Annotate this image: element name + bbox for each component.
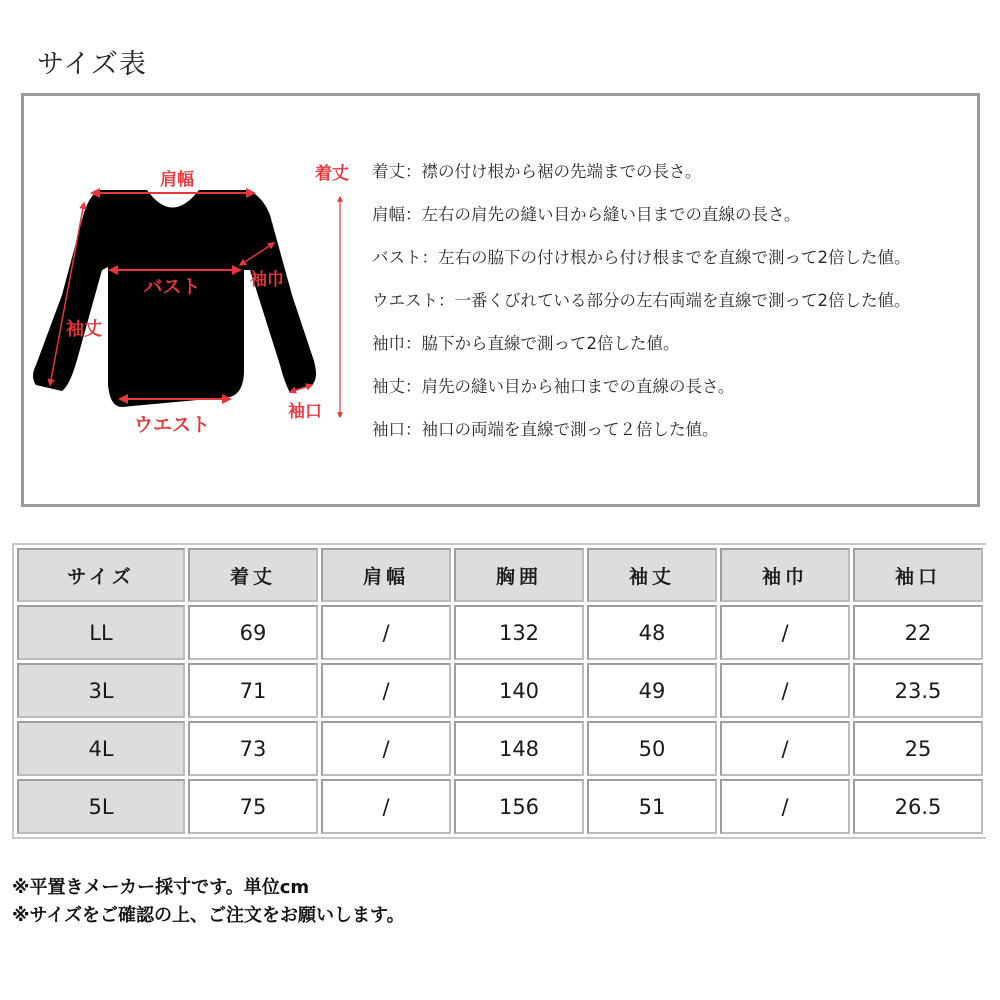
size-cell: 3L: [17, 663, 185, 718]
table-cell: 22: [853, 605, 983, 660]
table-cell: 25: [853, 721, 983, 776]
desc-cuff: 袖口：袖口の両端を直線で測って２倍した値。: [372, 420, 719, 439]
table-cell: 132: [454, 605, 584, 660]
table-cell: 73: [188, 721, 318, 776]
garment-diagram: [22, 145, 362, 445]
desc-bust: バスト：左右の脇下の付け根から付け根までを直線で測って2倍した値。: [372, 248, 911, 267]
table-cell: /: [720, 663, 850, 718]
table-cell: /: [720, 779, 850, 834]
size-cell: 4L: [17, 721, 185, 776]
size-table: [12, 543, 986, 839]
size-cell: LL: [17, 605, 185, 660]
label-sleeve-width: 袖巾: [250, 270, 284, 290]
table-cell: 156: [454, 779, 584, 834]
table-cell: 49: [587, 663, 717, 718]
label-sleeve-length: 袖丈: [66, 319, 102, 340]
table-cell: 148: [454, 721, 584, 776]
table-cell: 50: [587, 721, 717, 776]
table-row: [17, 663, 983, 718]
label-shoulder: 肩幅: [160, 170, 194, 190]
size-cell: 5L: [17, 779, 185, 834]
header-size: サイズ: [17, 548, 185, 602]
table-cell: /: [720, 605, 850, 660]
table-cell: /: [720, 721, 850, 776]
header-sleeve-width: 袖巾: [720, 548, 850, 602]
table-cell: 48: [587, 605, 717, 660]
header-chest: 胸囲: [454, 548, 584, 602]
table-cell: 23.5: [853, 663, 983, 718]
label-length: 着丈: [315, 164, 349, 184]
desc-sleeve-width: 袖巾：脇下から直線で測って2倍した値。: [372, 334, 680, 353]
measurement-descriptions: [372, 158, 911, 459]
table-row: [17, 779, 983, 834]
label-bust: バスト: [143, 276, 201, 298]
table-row: [17, 721, 983, 776]
table-cell: 51: [587, 779, 717, 834]
header-shoulder: 肩幅: [321, 548, 451, 602]
desc-length: 着丈：襟の付け根から裾の先端までの長さ。: [372, 162, 702, 181]
desc-sleeve-length: 袖丈：肩先の縫い目から袖口までの直線の長さ。: [372, 377, 735, 396]
page-title: サイズ表: [37, 49, 147, 80]
header-length: 着丈: [188, 548, 318, 602]
label-cuff: 袖口: [288, 402, 322, 422]
note-confirm-size: ※サイズをご確認の上、ご注文をお願いします。: [12, 905, 405, 926]
table-cell: /: [321, 721, 451, 776]
table-header-row: [17, 548, 983, 602]
table-cell: 71: [188, 663, 318, 718]
header-sleeve-length: 袖丈: [587, 548, 717, 602]
label-waist: ウエスト: [133, 414, 211, 436]
note-measurement: ※平置きメーカー採寸です。単位cm: [12, 877, 310, 898]
header-cuff: 袖口: [853, 548, 983, 602]
desc-shoulder: 肩幅：左右の肩先の縫い目から縫い目までの直線の長さ。: [372, 205, 801, 224]
table-cell: /: [321, 605, 451, 660]
sweater-silhouette: [33, 190, 316, 407]
desc-waist: ウエスト：一番くびれている部分の左右両端を直線で測って2倍した値。: [372, 291, 911, 310]
notes: [12, 874, 405, 930]
table-cell: /: [321, 663, 451, 718]
table-cell: 69: [188, 605, 318, 660]
table-cell: 75: [188, 779, 318, 834]
table-cell: 26.5: [853, 779, 983, 834]
table-cell: 140: [454, 663, 584, 718]
table-cell: /: [321, 779, 451, 834]
table-row: [17, 605, 983, 660]
